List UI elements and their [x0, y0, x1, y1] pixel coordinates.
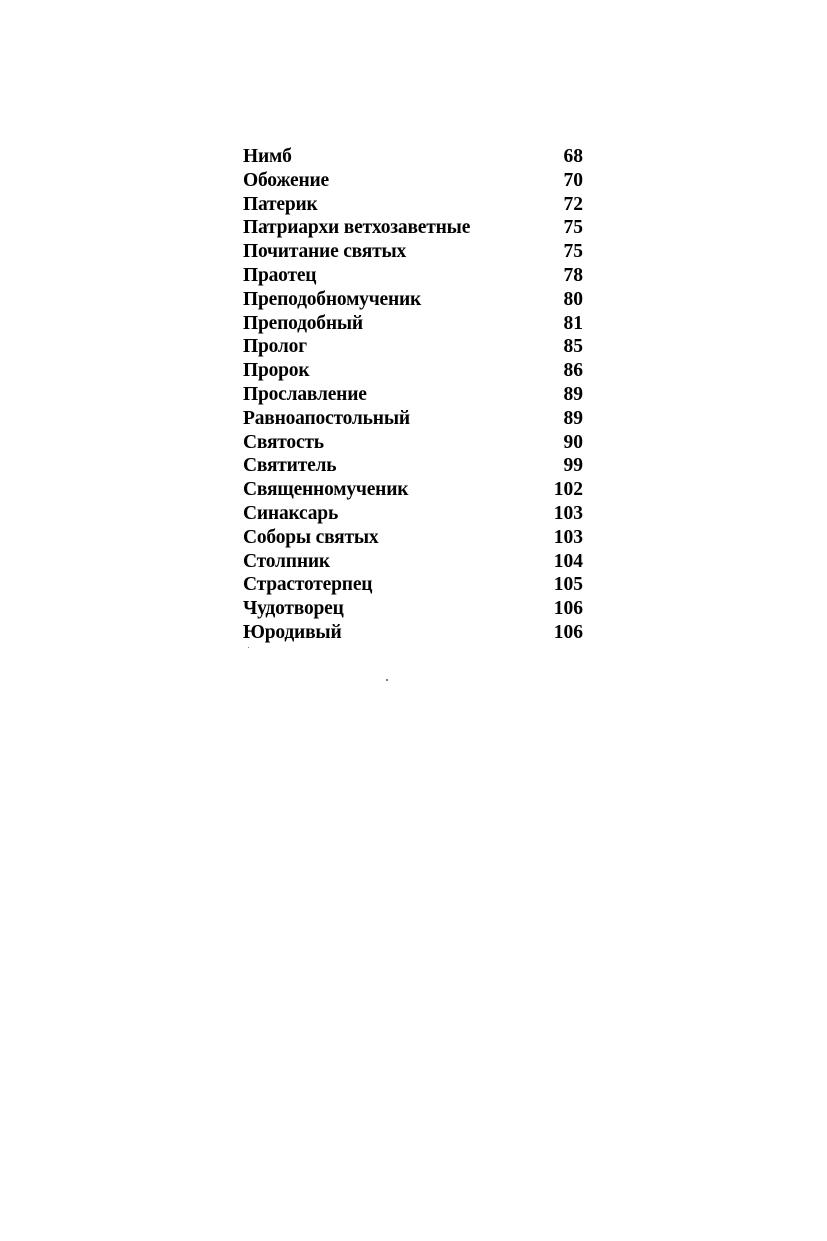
toc-entry-page: 70 [563, 169, 583, 191]
toc-entry-page: 105 [553, 574, 583, 596]
toc-entry-page: 103 [553, 526, 583, 548]
toc-entry-title: Священномученик [243, 479, 409, 501]
scan-speck [248, 647, 249, 648]
toc-entry [243, 240, 583, 264]
toc-entry-page: 72 [563, 193, 583, 215]
toc-entry-page: 86 [563, 360, 583, 382]
scan-speck [386, 679, 388, 681]
toc-entry-title: Пролог [243, 336, 307, 358]
toc-entry-page: 103 [553, 502, 583, 524]
toc-entry [243, 288, 583, 312]
toc-entry-title: Пророк [243, 360, 310, 382]
toc-entry-title: Патерик [243, 193, 318, 215]
toc-entry-title: Чудотворец [243, 598, 344, 620]
toc-entry [243, 454, 583, 478]
toc-entry [243, 407, 583, 431]
toc-entry [243, 359, 583, 383]
toc-entry-title: Преподобномученик [243, 288, 422, 310]
toc-entry [243, 526, 583, 550]
toc-entry-title: Святитель [243, 455, 337, 477]
toc-entry-title: Прославление [243, 383, 367, 405]
toc-entry-page: 81 [563, 312, 583, 334]
toc-entry-title: Соборы святых [243, 526, 379, 548]
toc-entry-title: Святость [243, 431, 324, 453]
toc-entry-page: 106 [553, 598, 583, 620]
toc-entry-title: Синаксарь [243, 502, 339, 524]
toc-entry-page: 89 [563, 407, 583, 429]
toc-entry-page: 80 [563, 288, 583, 310]
toc-entry [243, 573, 583, 597]
toc-entry-title: Страстотерпец [243, 574, 373, 596]
toc-entry-title: Равноапостольный [243, 407, 410, 429]
toc-entry [243, 431, 583, 455]
toc-entry [243, 478, 583, 502]
toc-entry-page: 89 [563, 383, 583, 405]
toc-entry-title: Столпник [243, 550, 330, 572]
toc-entry [243, 502, 583, 526]
toc-entry-title: Почитание святых [243, 241, 407, 263]
toc-entry-title: Нимб [243, 146, 292, 167]
toc-entry-title: Преподобный [243, 312, 363, 334]
toc-entry-title: Юродивый [243, 621, 342, 643]
toc-entry [243, 193, 583, 217]
toc-entry [243, 145, 583, 169]
toc-entry-page: 78 [563, 264, 583, 286]
toc-entry-page: 106 [553, 621, 583, 643]
toc-entry [243, 169, 583, 193]
toc-entry-title: Патриархи ветхозаветные [243, 217, 471, 239]
toc-entry-page: 75 [563, 217, 583, 239]
toc-entry-page: 99 [563, 455, 583, 477]
toc-entry [243, 621, 583, 645]
toc-entry [243, 335, 583, 359]
toc-entry [243, 264, 583, 288]
toc-entry-title: Обожение [243, 169, 329, 191]
toc-entry-page: 85 [563, 336, 583, 358]
table-of-contents [243, 145, 583, 645]
toc-entry [243, 312, 583, 336]
toc-entry-page: 102 [553, 479, 583, 501]
toc-entry-page: 104 [553, 550, 583, 572]
toc-entry-page: 68 [563, 146, 583, 167]
toc-entry [243, 597, 583, 621]
toc-entry-page: 75 [563, 241, 583, 263]
toc-entry [243, 216, 583, 240]
toc-entry [243, 550, 583, 574]
toc-entry-page: 90 [563, 431, 583, 453]
toc-entry-title: Праотец [243, 264, 317, 286]
toc-entry [243, 383, 583, 407]
